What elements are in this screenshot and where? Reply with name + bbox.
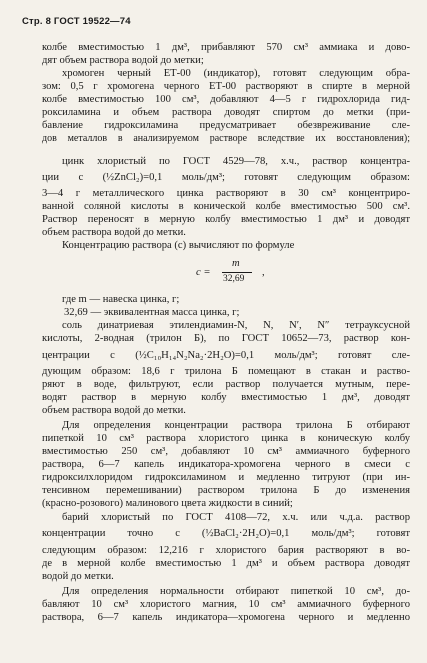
text-line: дов металлов в анализируемом растворе вследствие их восстановления); — [42, 133, 410, 144]
text-line: (красно-розового) малинового цвета жидкости в синий; — [42, 498, 293, 509]
text-line: концентрации точно c (½BaCl₂·2H₂O)=0,1 моль/дм³; готовят — [42, 528, 410, 539]
text-line: Концентрацию раствора (c) вычисляют по формуле — [62, 240, 295, 251]
text-line: бавление гидроксиламина предусматривает обезвреживание сле- — [42, 120, 410, 131]
formula — [196, 258, 306, 288]
text-line: раствора, 6—7 капель индикатора-хромогена черного в смеси с — [42, 459, 410, 470]
text-line: Для определения нормальности отбирают пипеткой 10 см³, до- — [62, 586, 410, 597]
text-line: водят раствор в мерную колбу вместимостью 1 дм³, доводят — [42, 392, 410, 403]
text-line: зом: 0,5 г хромогена черного ЕТ-00 растворяют в спирте в мерной — [42, 81, 410, 92]
text-line: центрации c (½C₁₀H₁₄N₂Na₂·2H₂O)=0,1 моль/дм³; готовят сле- — [42, 350, 410, 361]
text-line: дят объем раствора водой до метки; — [42, 55, 204, 66]
text-line: Для определения концентрации раствора трилона Б отбирают — [62, 420, 410, 431]
text-line: ции c (½ZnCl₂)=0,1 моль/дм³; готовят следующим образом: — [42, 172, 410, 183]
text-line: де в мерной колбе вместимостью 1 дм³ и объем раствора доводят — [42, 558, 410, 569]
text-line: гидроксилхлоридом гидроксиламином и медленно титруют (при ин- — [42, 472, 410, 483]
text-line: вместимостью 250 см³, добавляют 10 см³ аммиачного буферного — [42, 446, 410, 457]
text-line: водой до метки. — [42, 571, 114, 582]
text-line: соль динатриевая этилендиамин-N, N, N′, N″ тетрауксусной — [62, 320, 410, 331]
text-line: барий хлористый по ГОСТ 4108—72, х.ч. или ч.д.а. раствор — [62, 512, 410, 523]
text-line: бавляют 10 см³ хлористого магния, 10 см³ аммиачного буферного — [42, 599, 410, 610]
page-header: Стр. 8 ГОСТ 19522—74 — [22, 16, 131, 27]
text-line: Раствор переносят в мерную колбу вместимостью 1 дм³ и доводят — [42, 214, 410, 225]
text-line: дующим образом: 18,6 г трилона Б помещают в стакан и раство- — [42, 366, 410, 377]
text-line: кислоты, 2-водная (трилон Б), по ГОСТ 10652—73, раствор кон- — [42, 333, 410, 344]
formula-denominator: 32,69 — [223, 274, 245, 284]
text-line: ванной соляной кислоты в конической колбе вместимостью 500 см³. — [42, 201, 410, 212]
text-line: пипеткой 10 см³ раствора хлористого цинка в коническую колбу — [42, 433, 410, 444]
text-line: колбе вместимостью 1 дм³, прибавляют 570 см³ аммиака и дово- — [42, 42, 410, 53]
text-line: тенсивном перемешивании) раствором трилона Б до изменения — [42, 485, 410, 496]
text-line: где m — навеска цинка, г; — [62, 294, 180, 305]
text-line: колбе вместимостью 100 см³, добавляют 4—5 г гидрохлорида гид- — [42, 94, 410, 105]
text-line: 32,69 — эквивалентная масса цинка, г; — [64, 307, 240, 318]
text-line: объем раствора водой до метки. — [42, 227, 186, 238]
text-line: объем раствора водой до метки. — [42, 405, 186, 416]
text-line: ряют в воде, фильтруют, если раствор получается мутным, пере- — [42, 379, 410, 390]
text-line: раствора, 6—7 капель индикатора—хромогена черного и медленно — [42, 612, 410, 623]
text-line: 3—4 г металлического цинка растворяют в 30 см³ концентриро- — [42, 188, 410, 199]
text-line: следующим образом: 12,216 г хлористого бария растворяют в во- — [42, 545, 410, 556]
formula-trail: , — [262, 267, 265, 278]
formula-numerator: m — [232, 258, 240, 269]
formula-lhs: c = — [196, 267, 211, 278]
text-line: цинк хлористый по ГОСТ 4529—78, х.ч., раствор концентра- — [62, 156, 410, 167]
fraction-bar — [222, 272, 252, 273]
text-line: хромоген черный ЕТ-00 (индикатор), готовят следующим обра- — [62, 68, 410, 79]
text-line: роксиламина и объем раствора доводят спиртом до метки (при- — [42, 107, 410, 118]
